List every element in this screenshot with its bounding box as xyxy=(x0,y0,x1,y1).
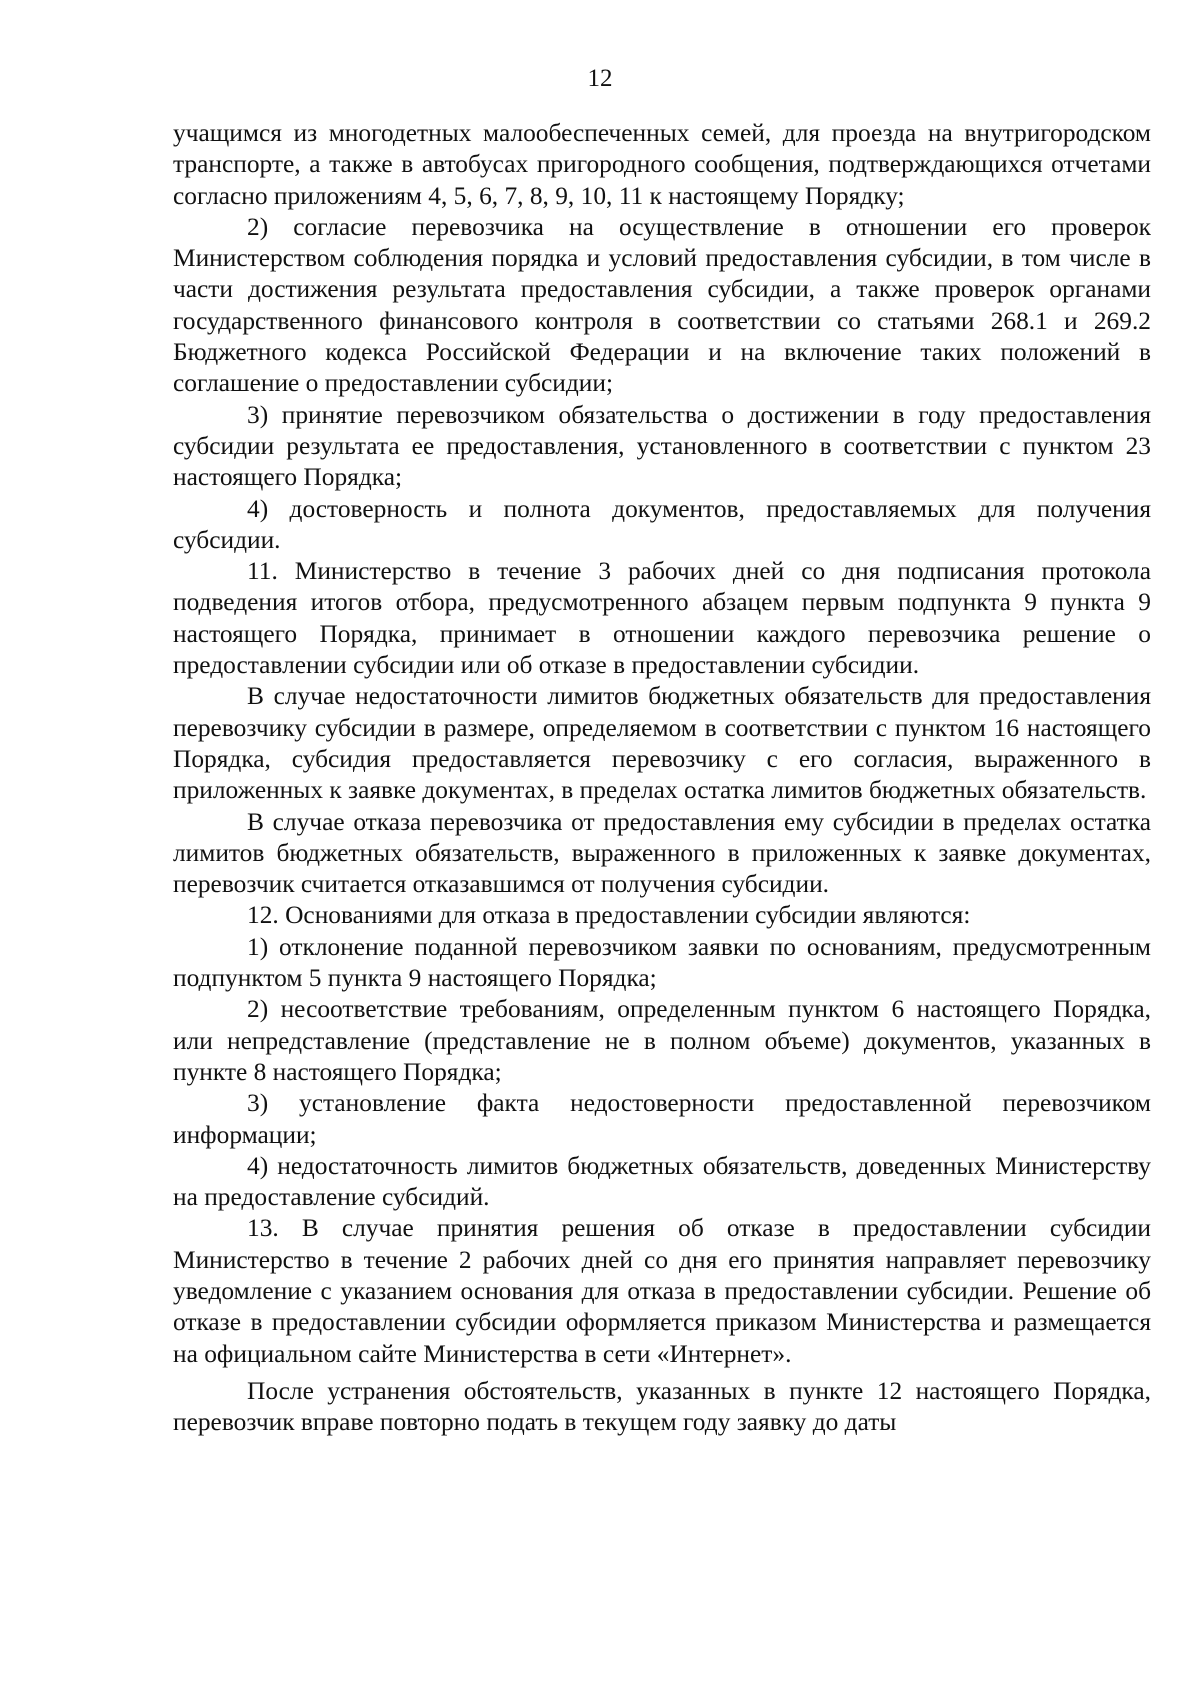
paragraph-item-2: 2) согласие перевозчика на осуществление в отношении его проверок Министерством соблюдения порядка и условий предоставления субсидии, в том числе в части достижения результата предоставления субсидии, а также проверок органами государственного финансового контроля в соответствии со статьями 268.1 и 269.2 Бюджетного кодекса Российской Федерации и на включение таких положений в соглашение о предоставлении субсидии; xyxy=(173,212,1151,398)
paragraph-clause-12-item-2: 2) несоответствие требованиям, определенным пунктом 6 настоящего Порядка, или непредставление (представление не в полном объеме) документов, указанных в пункте 8 настоящего Порядка; xyxy=(173,995,1151,1086)
paragraph-clause-12-item-3: 3) установление факта недостоверности предоставленной перевозчиком информации; xyxy=(173,1089,1151,1149)
page-number: 12 xyxy=(587,65,613,92)
paragraph-clause-11-refusal: В случае отказа перевозчика от предоставления ему субсидии в пределах остатка лимитов бюджетных обязательств, выраженного в приложенных к заявке документах, перевозчик считается отказавшимся от получения субсидии. xyxy=(173,807,1151,899)
paragraph-clause-12: 12. Основаниями для отказа в предоставлении субсидии являются: xyxy=(247,901,971,930)
paragraph-item-4: 4) достоверность и полнота документов, предоставляемых для получения субсидии. xyxy=(173,494,1151,554)
paragraph-clause-12-item-4: 4) недостаточность лимитов бюджетных обязательств, доведенных Министерству на предоставление субсидий. xyxy=(173,1151,1151,1212)
paragraph-clause-11-insufficient-limits: В случае недостаточности лимитов бюджетных обязательств для предоставления перевозчику субсидии в размере, определяемом в соответствии с пунктом 16 настоящего Порядка, субсидия предоставляется перевозчику с его согласия, выраженного в приложенных к заявке документах, в пределах остатка лимитов бюджетных обязательств. xyxy=(173,682,1151,805)
paragraph-clause-12-item-1: 1) отклонение поданной перевозчиком заявки по основаниям, предусмотренным подпунктом 5 пункта 9 настоящего Порядка; xyxy=(173,932,1151,993)
paragraph-continuation: учащимся из многодетных малообеспеченных семей, для проезда на внутригородском транспорте, а также в автобусах пригородного сообщения, подтверждающихся отчетами согласно приложениям 4, 5, 6, 7, 8, 9, 10, 11 к настоящему Порядку; xyxy=(173,119,1151,210)
paragraph-clause-13-resubmission: После устранения обстоятельств, указанных в пункте 12 настоящего Порядка, перевозчик вправе повторно подать в текущем году заявку до даты xyxy=(173,1376,1151,1437)
paragraph-item-3: 3) принятие перевозчиком обязательства о достижении в году предоставления субсидии результата ее предоставления, установленного в соответствии с пунктом 23 настоящего Порядка; xyxy=(173,400,1151,492)
document-body xyxy=(173,118,1151,1438)
paragraph-clause-11: 11. Министерство в течение 3 рабочих дней со дня подписания протокола подведения итогов отбора, предусмотренного абзацем первым подпункта 9 пункта 9 настоящего Порядка, принимает в отношении каждого перевозчика решение о предоставлении субсидии или об отказе в предоставлении субсидии. xyxy=(173,557,1151,680)
paragraph-clause-13: 13. В случае принятия решения об отказе в предоставлении субсидии Министерство в течение 2 рабочих дней со дня его принятия направляет перевозчику уведомление с указанием основания для отказа в предоставлении субсидии. Решение об отказе в предоставлении субсидии оформляется приказом Министерства и размещается на официальном сайте Министерства в сети «Интернет». xyxy=(173,1214,1151,1368)
